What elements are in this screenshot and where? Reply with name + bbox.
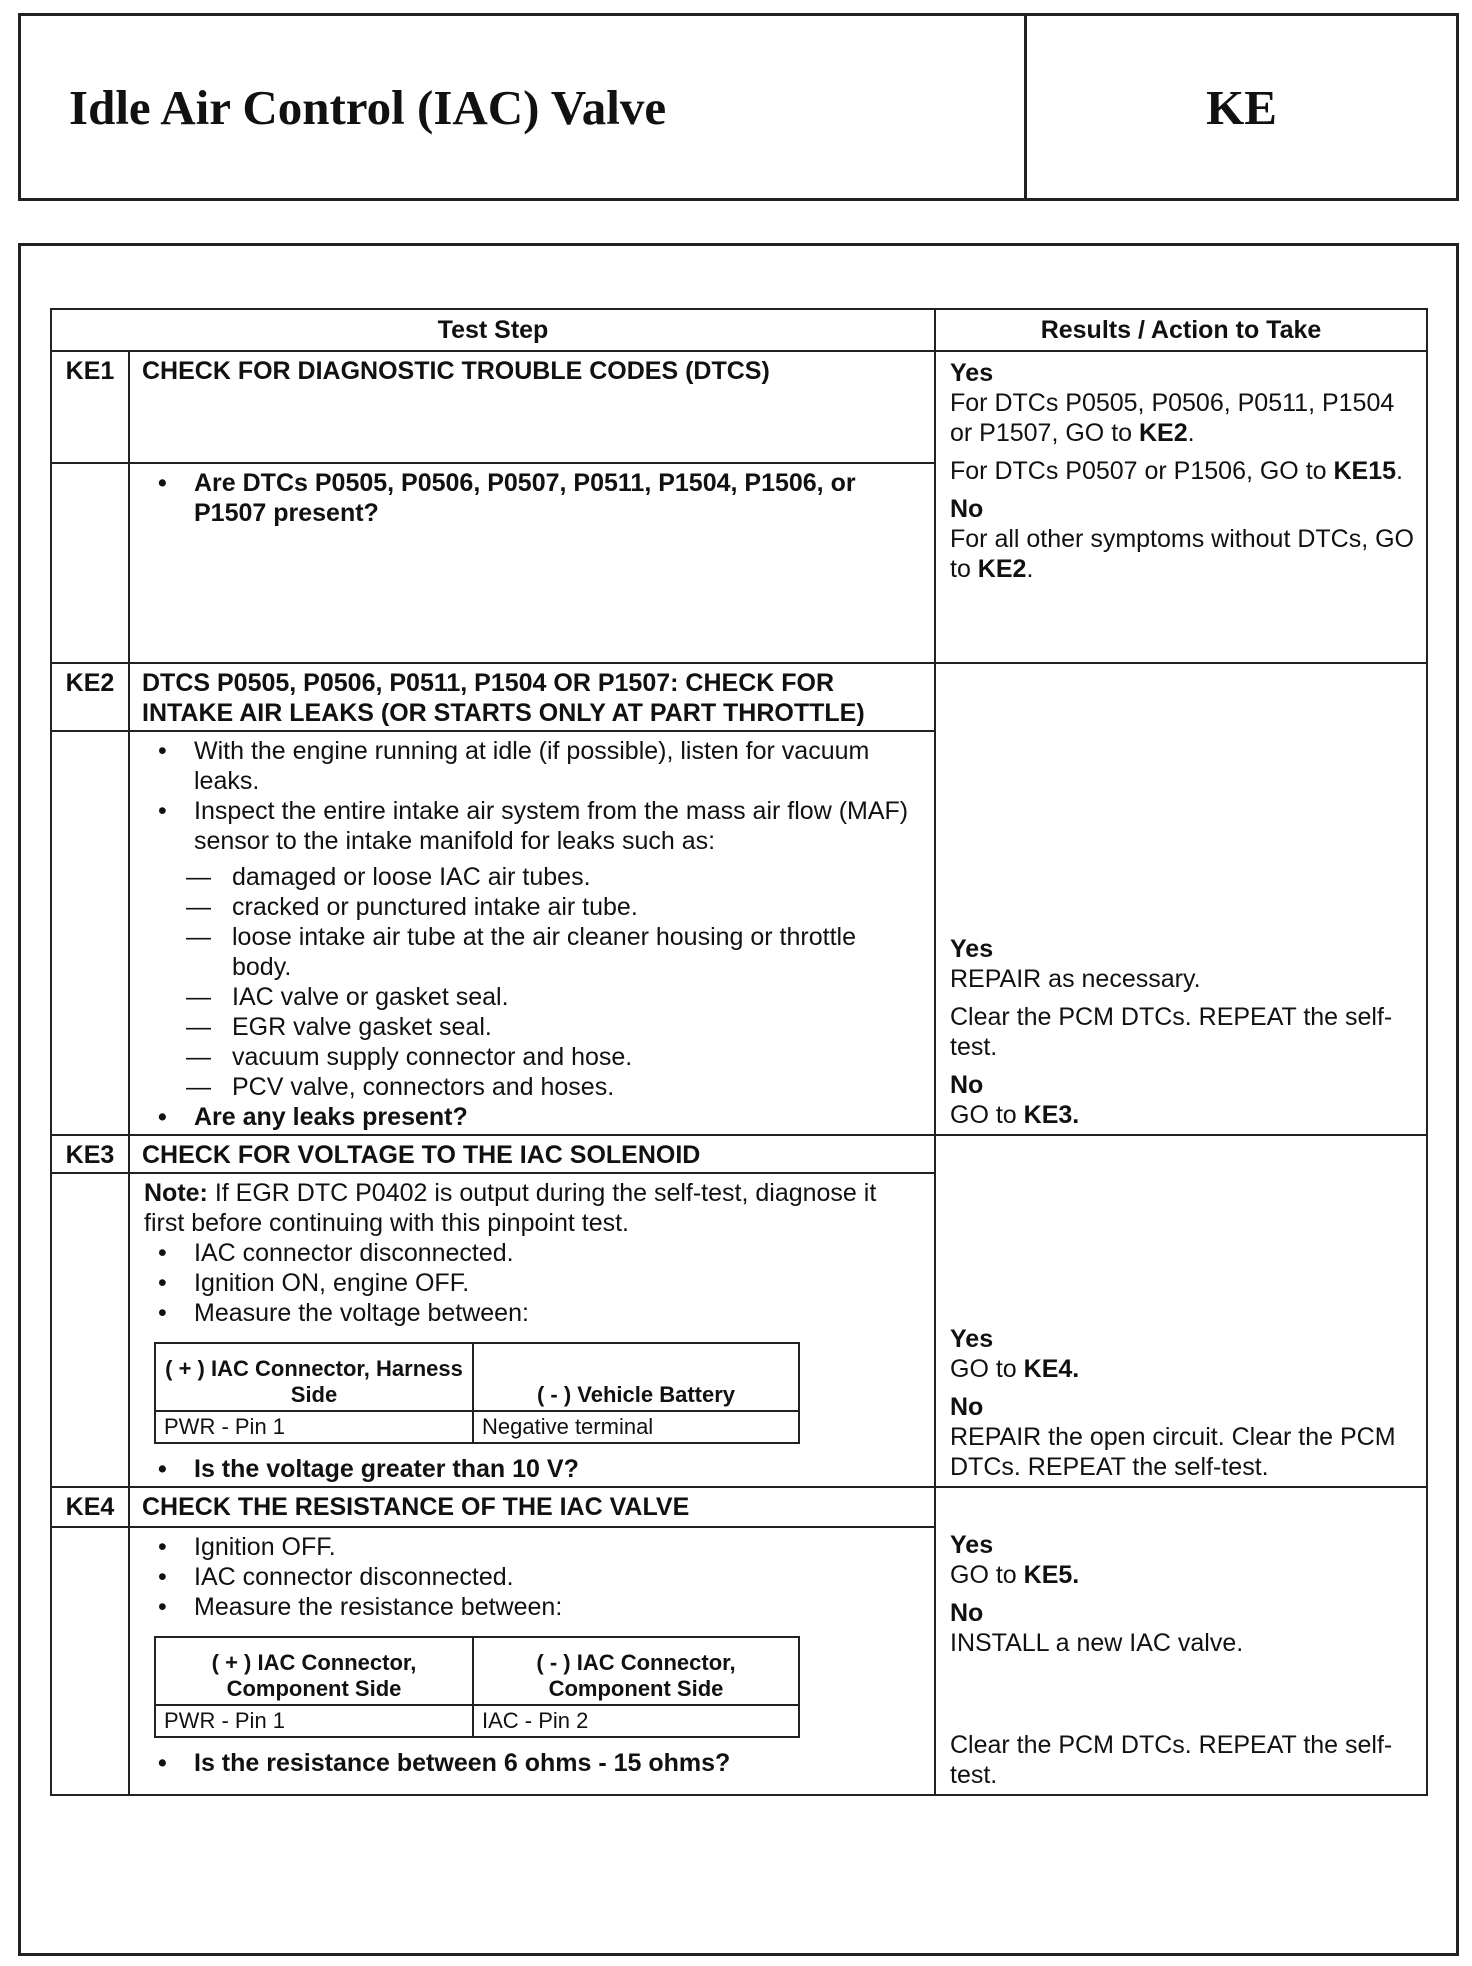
yes-text-b: For DTCs P0507 or P1506, GO to <box>950 457 1334 485</box>
yes-text-a: For DTCs P0505, P0506, P0511, P1504 or P1507, GO to <box>950 389 1395 447</box>
no-label: No <box>950 1071 984 1099</box>
step-gutter <box>51 463 129 663</box>
step-question: • Is the resistance between 6 ohms - 15 ohms? <box>194 1748 920 1778</box>
no-text: INSTALL a new IAC valve. <box>950 1629 1244 1657</box>
step-question: • Are any leaks present? <box>194 1102 920 1132</box>
step-ke4-results <box>935 1487 1427 1795</box>
step-ke1-title-row <box>51 351 1427 463</box>
step-question: • Are DTCs P0505, P0506, P0507, P0511, P1504, P1506, or P1507 present? <box>194 468 920 528</box>
leak-item: — cracked or punctured intake air tube. <box>232 892 920 922</box>
step-gutter <box>51 1173 129 1487</box>
step-ke2-body <box>129 731 935 1135</box>
step-id: KE3 <box>51 1135 129 1173</box>
step-ke4-body <box>129 1527 935 1795</box>
step-instruction: • Ignition OFF. <box>194 1532 920 1562</box>
step-title: DTCS P0505, P0506, P0511, P1504 OR P1507: CHECK FOR INTAKE AIR LEAKS (OR STARTS ONLY AT PART THROTTLE) <box>129 663 935 731</box>
yes-text <box>950 1560 1418 1590</box>
page-header <box>18 13 1459 201</box>
measurement-cell: Negative terminal <box>473 1411 799 1443</box>
step-title: CHECK THE RESISTANCE OF THE IAC VALVE <box>129 1487 935 1527</box>
step-gutter <box>51 1527 129 1795</box>
yes-text: For DTCs P0505, P0506, P0511, P1504 or P1507, GO to KE2. <box>950 389 1395 447</box>
step-title: CHECK FOR VOLTAGE TO THE IAC SOLENOID <box>129 1135 935 1173</box>
goto-link: KE3. <box>1023 1101 1080 1129</box>
step-ke1-results <box>935 351 1427 663</box>
goto-link: KE5. <box>1023 1561 1080 1589</box>
step-instruction: • Measure the resistance between: <box>194 1592 920 1622</box>
clear-text: Clear the PCM DTCs. REPEAT the self-test. <box>950 1731 1393 1789</box>
col-test-step: Test Step <box>51 309 935 351</box>
step-ke3-title-row <box>51 1135 1427 1173</box>
step-instruction: • Ignition ON, engine OFF. <box>194 1268 920 1298</box>
page-title: Idle Air Control (IAC) Valve <box>21 16 1027 198</box>
measurement-header-negative: ( - ) Vehicle Battery <box>473 1343 799 1411</box>
leak-item: — IAC valve or gasket seal. <box>232 982 920 1012</box>
measurement-cell: IAC - Pin 2 <box>473 1705 799 1737</box>
yes-label: Yes <box>950 935 994 963</box>
step-ke2-results <box>935 663 1427 1135</box>
goto-link: KE2 <box>977 555 1027 583</box>
leak-item: — PCV valve, connectors and hoses. <box>232 1072 920 1102</box>
no-text: For all other symptoms without DTCs, GO to KE2. <box>950 525 1415 583</box>
table-header-row <box>51 309 1427 351</box>
step-instruction: • IAC connector disconnected. <box>194 1562 920 1592</box>
step-title: CHECK FOR DIAGNOSTIC TROUBLE CODES (DTCS) <box>129 351 935 463</box>
yes-text-a: GO to <box>950 1355 1024 1383</box>
step-instruction: • Inspect the entire intake air system from the mass air flow (MAF) sensor to the intake manifold for leaks such as: <box>194 796 920 856</box>
yes-label: Yes <box>950 1531 994 1559</box>
col-results: Results / Action to Take <box>935 309 1427 351</box>
step-ke3-body <box>129 1173 935 1487</box>
goto-link: KE2 <box>1139 419 1188 447</box>
no-text-a: For all other symptoms without DTCs, GO to <box>950 525 1415 583</box>
yes-text <box>950 1354 1418 1384</box>
measurement-header-positive: ( + ) IAC Connector, Harness Side <box>155 1343 473 1411</box>
step-note <box>144 1178 920 1238</box>
leak-item: — EGR valve gasket seal. <box>232 1012 920 1042</box>
leak-item: — vacuum supply connector and hose. <box>232 1042 920 1072</box>
step-id: KE4 <box>51 1487 129 1527</box>
no-text-a: GO to <box>950 1101 1024 1129</box>
yes-text-b: Clear the PCM DTCs. REPEAT the self-test. <box>950 1003 1393 1061</box>
measurement-cell: PWR - Pin 1 <box>155 1411 473 1443</box>
step-instruction: • With the engine running at idle (if possible), listen for vacuum leaks. <box>194 736 920 796</box>
step-ke4-title-row <box>51 1487 1427 1527</box>
step-ke2-title-row <box>51 663 1427 731</box>
yes-label: Yes <box>950 359 994 387</box>
step-id: KE1 <box>51 351 129 463</box>
step-instruction: • Measure the voltage between: <box>194 1298 920 1328</box>
step-ke1-body <box>129 463 935 663</box>
leak-item: — damaged or loose IAC air tubes. <box>232 862 920 892</box>
no-label: No <box>950 1393 984 1421</box>
measurement-header-negative: ( - ) IAC Connector, Component Side <box>473 1637 799 1705</box>
note-label: Note: <box>144 1179 208 1207</box>
no-text: REPAIR the open circuit. Clear the PCM DTCs. REPEAT the self-test. <box>950 1423 1396 1481</box>
leak-item: — loose intake air tube at the air cleaner housing or throttle body. <box>232 922 920 982</box>
pinpoint-test-table <box>50 308 1428 1796</box>
no-label: No <box>950 1599 984 1627</box>
measurement-table <box>154 1342 800 1444</box>
measurement-cell: PWR - Pin 1 <box>155 1705 473 1737</box>
goto-link: KE4. <box>1023 1355 1080 1383</box>
yes-label: Yes <box>950 1325 994 1353</box>
measurement-header-positive: ( + ) IAC Connector, Component Side <box>155 1637 473 1705</box>
yes-text-2: For DTCs P0507 or P1506, GO to KE15. <box>950 457 1403 485</box>
no-label: No <box>950 495 984 523</box>
step-instruction: • IAC connector disconnected. <box>194 1238 920 1268</box>
goto-link: KE15 <box>1333 457 1397 485</box>
step-ke3-results <box>935 1135 1427 1487</box>
step-gutter <box>51 731 129 1135</box>
yes-text-a: REPAIR as necessary. <box>950 965 1201 993</box>
yes-text-a: GO to <box>950 1561 1024 1589</box>
section-code: KE <box>1206 79 1277 135</box>
step-question: • Is the voltage greater than 10 V? <box>194 1454 920 1484</box>
step-id: KE2 <box>51 663 129 731</box>
no-text <box>950 1100 1418 1130</box>
measurement-table <box>154 1636 800 1738</box>
note-text: If EGR DTC P0402 is output during the self-test, diagnose it first before continuing with this pinpoint test. <box>144 1179 877 1237</box>
